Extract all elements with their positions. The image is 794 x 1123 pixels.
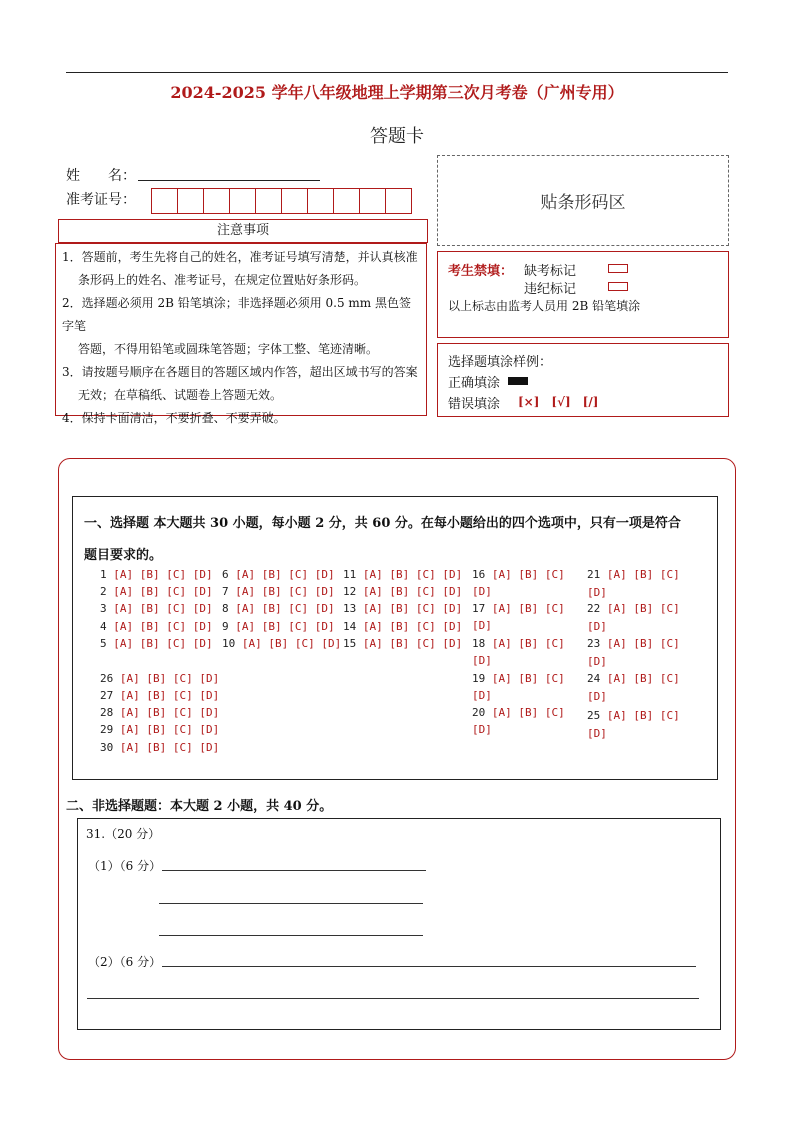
question-number: 13 xyxy=(343,602,363,615)
examinee-ban-box xyxy=(437,251,729,338)
choice-row[interactable] xyxy=(472,672,565,685)
id-box[interactable] xyxy=(177,188,204,214)
choice-options[interactable]: [A] [B] [C] [D] xyxy=(235,585,335,598)
id-box[interactable] xyxy=(307,188,334,214)
question-number: 24 xyxy=(587,672,607,685)
question-number: 26 xyxy=(100,672,120,685)
choice-row[interactable] xyxy=(100,706,219,719)
fill-sample-box xyxy=(437,343,729,417)
choice-options[interactable]: [A] [B] [C] xyxy=(491,602,565,615)
choice-row[interactable] xyxy=(472,637,565,650)
choice-option-d[interactable]: [D] xyxy=(587,620,607,633)
choice-options[interactable]: [A] [B] [C] [D] xyxy=(113,637,213,650)
id-box[interactable] xyxy=(385,188,412,214)
id-box[interactable] xyxy=(281,188,308,214)
question-number: 23 xyxy=(587,637,607,650)
question-number: 6 xyxy=(222,568,236,581)
choice-row[interactable] xyxy=(587,672,680,685)
choice-options[interactable]: [A] [B] [C] xyxy=(491,672,565,685)
question-number: 22 xyxy=(587,602,607,615)
choice-row[interactable] xyxy=(100,723,219,736)
choice-row[interactable] xyxy=(222,637,341,650)
question-number: 12 xyxy=(343,585,363,598)
question-number: 9 xyxy=(222,620,236,633)
correct-fill-mark xyxy=(508,377,528,385)
choice-section-heading xyxy=(84,508,710,572)
question-number: 8 xyxy=(222,602,236,615)
notice-heading: 注意事项 xyxy=(58,219,428,243)
choice-options[interactable]: [A] [B] [C] [D] xyxy=(113,620,213,633)
choice-row[interactable] xyxy=(587,602,680,615)
choice-option-d[interactable]: [D] xyxy=(587,586,607,599)
answer-line[interactable] xyxy=(87,998,699,999)
notice-item: 1．答题前，考生先将自己的姓名，准考证号填写清楚，并认真核准 xyxy=(62,250,418,264)
choice-option-d[interactable]: [D] xyxy=(587,690,607,703)
question-number: 19 xyxy=(472,672,492,685)
question-number: 27 xyxy=(100,689,120,702)
id-box[interactable] xyxy=(229,188,256,214)
wrong-fill-marks: [×] [√] [/] xyxy=(518,395,599,409)
choice-options[interactable]: [A] [B] [C] [D] xyxy=(362,620,463,633)
choice-row[interactable] xyxy=(100,585,213,598)
answer-line[interactable] xyxy=(162,870,426,871)
choice-options[interactable]: [A] [B] [C] [D] xyxy=(362,585,463,598)
choice-row[interactable] xyxy=(100,602,213,615)
page-subtitle: 答题卡 xyxy=(370,126,424,147)
question-number: 2 xyxy=(100,585,114,598)
choice-row[interactable] xyxy=(100,741,219,754)
notice-item: 3．请按题号顺序在各题目的答题区域内作答，超出区域书写的答案 xyxy=(62,365,418,379)
choice-options[interactable]: [A] [B] [C] [D] xyxy=(362,602,463,615)
choice-options[interactable]: [A] [B] [C] [D] xyxy=(119,723,220,736)
name-field[interactable] xyxy=(138,180,320,181)
choice-options[interactable]: [A] [B] [C] [D] xyxy=(119,689,220,702)
notice-item: 4．保持卡面清洁，不要折叠、不要弄破。 xyxy=(62,411,286,425)
question-number: 25 xyxy=(587,709,607,722)
choice-row[interactable] xyxy=(222,568,335,581)
question-number: 18 xyxy=(472,637,492,650)
notice-item: 无效；在草稿纸、试题卷上答题无效。 xyxy=(78,388,283,402)
question-number: 17 xyxy=(472,602,492,615)
choice-options[interactable]: [A] [B] [C] [D] xyxy=(235,602,335,615)
id-box[interactable] xyxy=(151,188,178,214)
question-number: 5 xyxy=(100,637,114,650)
choice-options[interactable]: [A] [B] [C] [D] xyxy=(235,620,335,633)
violation-mark-box[interactable] xyxy=(608,282,628,291)
id-box[interactable] xyxy=(255,188,282,214)
choice-heading-line: 一、选择题 本大题共 30 小题，每小题 2 分，共 60 分。在每小题给出的四个选项中，只有一项是符合 xyxy=(84,516,681,531)
nonchoice-heading: 二、非选择题题：本大题 2 小题，共 40 分。 xyxy=(66,799,333,814)
choice-row[interactable] xyxy=(343,620,462,633)
choice-option-d[interactable]: [D] xyxy=(472,585,492,598)
barcode-label: 贴条形码区 xyxy=(540,193,626,213)
question-number: 1 xyxy=(100,568,114,581)
barcode-area xyxy=(437,155,729,246)
question-number: 10 xyxy=(222,637,242,650)
correct-fill-label: 正确填涂 xyxy=(448,376,501,391)
choice-option-d[interactable]: [D] xyxy=(472,689,492,702)
header-rule xyxy=(66,72,728,73)
question-number: 11 xyxy=(343,568,363,581)
id-label: 准考证号： xyxy=(66,192,136,208)
choice-options[interactable]: [A] [B] [C] [D] xyxy=(241,637,342,650)
choice-options[interactable]: [A] [B] [C] xyxy=(606,709,680,722)
choice-options[interactable]: [A] [B] [C] [D] xyxy=(113,568,213,581)
choice-options[interactable]: [A] [B] [C] xyxy=(606,637,680,650)
choice-row[interactable] xyxy=(587,637,680,650)
question-number: 14 xyxy=(343,620,363,633)
choice-row[interactable] xyxy=(343,568,462,581)
notice-item: 答题，不得用铅笔或圆珠笔答题；字体工整、笔迹清晰。 xyxy=(78,342,379,356)
question-number: 3 xyxy=(100,602,114,615)
choice-row[interactable] xyxy=(472,706,565,719)
choice-row[interactable] xyxy=(343,602,462,615)
question-number: 4 xyxy=(100,620,114,633)
choice-options[interactable]: [A] [B] [C] xyxy=(491,568,565,581)
notice-item: 2．选择题必须用 2B 铅笔填涂；非选择题必须用 0.5 mm 黑色签字笔 xyxy=(62,296,412,333)
ban-note: 以上标志由监考人员用 2B 铅笔填涂 xyxy=(448,299,641,313)
id-box[interactable] xyxy=(333,188,360,214)
choice-options[interactable]: [A] [B] [C] [D] xyxy=(119,672,220,685)
page-title: 2024-2025 学年八年级地理上学期第三次月考卷（广州专用） xyxy=(170,83,624,102)
choice-options[interactable]: [A] [B] [C] xyxy=(491,637,565,650)
choice-row[interactable] xyxy=(100,620,213,633)
choice-row[interactable] xyxy=(587,709,680,722)
choice-options[interactable]: [A] [B] [C] xyxy=(606,672,680,685)
choice-row[interactable] xyxy=(343,585,462,598)
choice-row[interactable] xyxy=(100,568,213,581)
choice-row[interactable] xyxy=(222,585,335,598)
choice-options[interactable]: [A] [B] [C] [D] xyxy=(362,568,463,581)
question-number: 30 xyxy=(100,741,120,754)
id-number-boxes[interactable] xyxy=(151,188,411,214)
choice-row[interactable] xyxy=(100,672,219,685)
ban-label: 考生禁填： xyxy=(448,264,514,279)
id-box[interactable] xyxy=(359,188,386,214)
question-31-label: 31.（20 分） xyxy=(86,827,161,841)
choice-row[interactable] xyxy=(222,602,335,615)
part-2-label: （2）（6 分） xyxy=(88,955,162,969)
choice-options[interactable]: [A] [B] [C] [D] xyxy=(119,706,220,719)
choice-row[interactable] xyxy=(343,637,462,650)
notice-item: 条形码上的姓名、准考证号，在规定位置贴好条形码。 xyxy=(78,273,367,287)
violation-mark-label: 违纪标记 xyxy=(524,282,577,297)
id-box[interactable] xyxy=(203,188,230,214)
choice-row[interactable] xyxy=(472,602,565,615)
choice-option-d[interactable]: [D] xyxy=(472,619,492,632)
choice-options[interactable]: [A] [B] [C] [D] xyxy=(113,585,213,598)
choice-row[interactable] xyxy=(100,637,213,650)
choice-heading-line: 题目要求的。 xyxy=(84,548,163,563)
choice-row[interactable] xyxy=(222,620,335,633)
question-number: 28 xyxy=(100,706,120,719)
question-number: 29 xyxy=(100,723,120,736)
part-1-label: （1）（6 分） xyxy=(88,859,162,873)
question-number: 21 xyxy=(587,568,607,581)
absent-mark-label: 缺考标记 xyxy=(524,264,577,279)
choice-options[interactable]: [A] [B] [C] [D] xyxy=(362,637,463,650)
choice-option-d[interactable]: [D] xyxy=(587,655,607,668)
choice-row[interactable] xyxy=(100,689,219,702)
answer-line[interactable] xyxy=(162,966,696,967)
sample-title: 选择题填涂样例： xyxy=(448,355,553,370)
question-number: 16 xyxy=(472,568,492,581)
wrong-fill-label: 错误填涂 xyxy=(448,397,501,412)
question-number: 15 xyxy=(343,637,363,650)
choice-option-d[interactable]: [D] xyxy=(472,723,492,736)
choice-options[interactable]: [A] [B] [C] xyxy=(606,602,680,615)
answer-line[interactable] xyxy=(159,935,423,936)
choice-options[interactable]: [A] [B] [C] [D] xyxy=(113,602,213,615)
question-number: 20 xyxy=(472,706,492,719)
answer-line[interactable] xyxy=(159,903,423,904)
choice-row[interactable] xyxy=(472,568,565,581)
absent-mark-box[interactable] xyxy=(608,264,628,273)
choice-options[interactable]: [A] [B] [C] [D] xyxy=(119,741,220,754)
notice-box xyxy=(55,243,427,425)
choice-option-d[interactable]: [D] xyxy=(472,654,492,667)
choice-option-d[interactable]: [D] xyxy=(587,727,607,740)
choice-row[interactable] xyxy=(587,568,680,581)
name-label: 姓 名： xyxy=(66,168,136,184)
question-number: 7 xyxy=(222,585,236,598)
choice-options[interactable]: [A] [B] [C] [D] xyxy=(235,568,335,581)
choice-options[interactable]: [A] [B] [C] xyxy=(606,568,680,581)
choice-options[interactable]: [A] [B] [C] xyxy=(491,706,565,719)
